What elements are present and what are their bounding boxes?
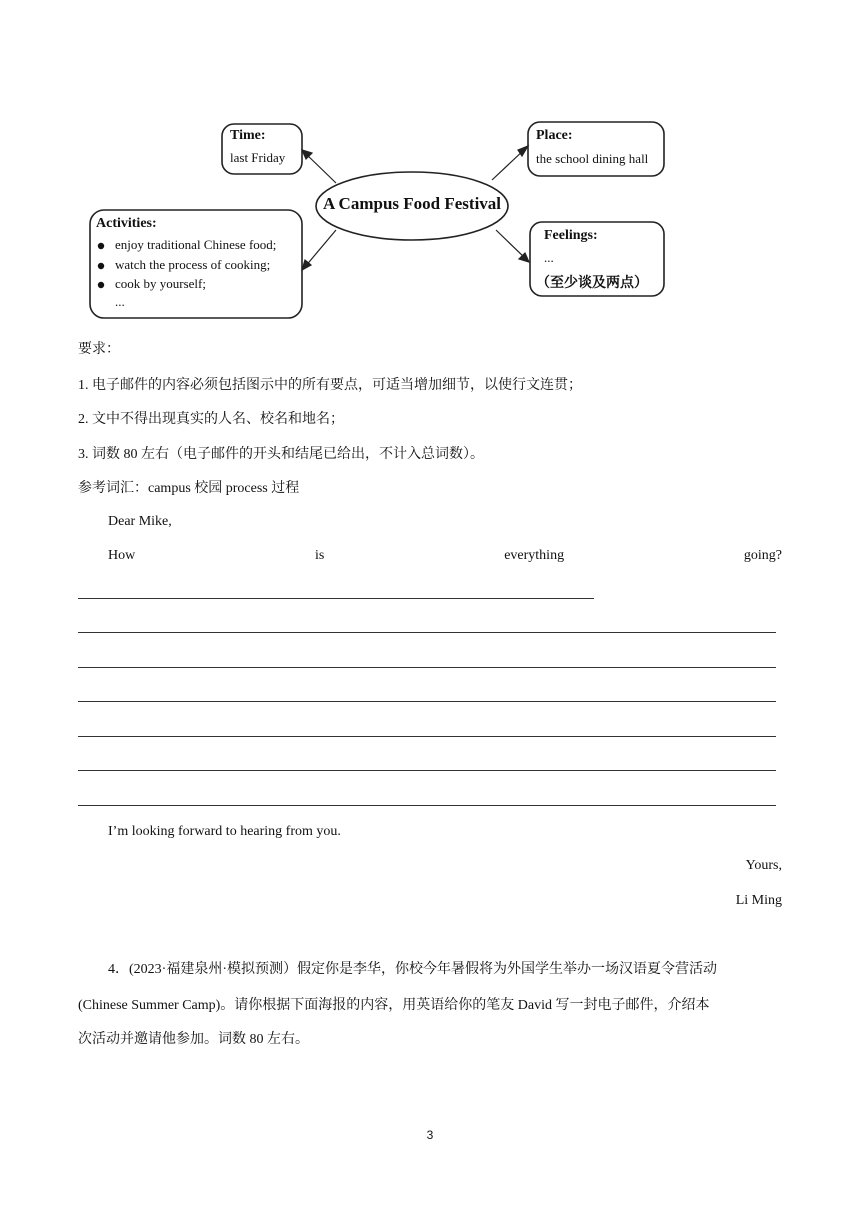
letter-signature: Li Ming — [735, 893, 782, 908]
letter-signoff: Yours, — [745, 858, 782, 873]
time-value: last Friday — [230, 150, 286, 165]
requirement-item: 1. 电子邮件的内容必须包括图示中的所有要点，可适当增加细节，以使行文连贯； — [78, 378, 582, 393]
activity-item: watch the process of cooking; — [115, 257, 271, 272]
writing-line[interactable] — [78, 632, 776, 633]
activity-item: ... — [115, 294, 125, 309]
bullet — [98, 263, 104, 269]
opening-word: How — [108, 548, 136, 563]
arrow-to-activities — [304, 230, 336, 268]
writing-line[interactable] — [78, 701, 776, 702]
feelings-dots: ... — [544, 250, 554, 265]
activity-item: cook by yourself; — [115, 276, 206, 291]
letter-closing: I’m looking forward to hearing from you. — [108, 824, 341, 839]
writing-line[interactable] — [78, 805, 776, 806]
question4-line: (Chinese Summer Camp)。请你根据下面海报的内容，用英语给你的笔友 David 写一封电子邮件，介绍本 — [78, 998, 710, 1013]
writing-line[interactable] — [78, 770, 776, 771]
opening-word: is — [315, 548, 325, 563]
writing-line[interactable] — [78, 598, 594, 599]
question4-line: 4．(2023·福建泉州·模拟预测）假定你是李华，你校今年暑假将为外国学生举办一场汉语夏令营活动 — [108, 962, 717, 977]
opening-word: everything — [504, 548, 565, 563]
requirements-heading: 要求： — [78, 342, 120, 357]
time-label: Time: — [230, 128, 266, 143]
activity-item: enjoy traditional Chinese food; — [115, 237, 277, 252]
activities-label: Activities: — [96, 216, 157, 231]
center-title: A Campus Food Festival — [322, 194, 502, 213]
letter-greeting: Dear Mike, — [108, 514, 172, 529]
requirement-item: 3. 词数 80 左右（电子邮件的开头和结尾已给出，不计入总词数）。 — [78, 447, 484, 462]
page-number: 3 — [426, 1128, 434, 1142]
bullet — [98, 282, 104, 288]
requirement-item: 2. 文中不得出现真实的人名、校名和地名； — [78, 412, 344, 427]
opening-word: going? — [743, 548, 782, 563]
writing-line[interactable] — [78, 736, 776, 737]
letter-opening-line — [108, 548, 782, 564]
place-label: Place: — [536, 128, 573, 143]
writing-line[interactable] — [78, 667, 776, 668]
place-value: the school dining hall — [536, 151, 649, 166]
feelings-note: （至少谈及两点） — [536, 275, 648, 291]
bullet — [98, 243, 104, 249]
feelings-label: Feelings: — [544, 228, 598, 243]
question4-line: 次活动并邀请他参加。词数 80 左右。 — [78, 1032, 309, 1047]
vocabulary-hint: 参考词汇：campus 校园 process 过程 — [78, 481, 300, 496]
